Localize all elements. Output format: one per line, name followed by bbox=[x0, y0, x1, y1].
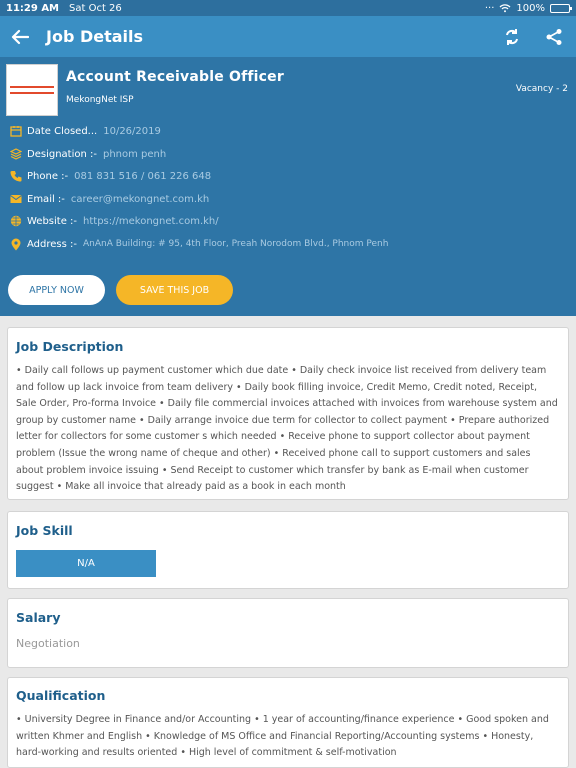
salary-value: Negotiation bbox=[16, 637, 80, 650]
company-logo bbox=[6, 64, 58, 116]
layers-icon bbox=[10, 148, 22, 160]
vacancy-count: Vacancy - 2 bbox=[515, 84, 568, 94]
page-title: Job Details bbox=[46, 27, 144, 46]
phone-row bbox=[10, 170, 211, 182]
job-header bbox=[0, 57, 576, 316]
arrow-left-icon bbox=[11, 29, 29, 45]
map-pin-icon bbox=[11, 238, 21, 251]
share-icon bbox=[545, 28, 563, 46]
address-row bbox=[10, 238, 388, 250]
designation-label: Designation :- bbox=[27, 148, 97, 160]
back-button[interactable] bbox=[10, 27, 30, 47]
battery-percent: 100% bbox=[516, 2, 545, 14]
sync-icon bbox=[503, 28, 521, 46]
job-description-card bbox=[7, 327, 569, 500]
email-label: Email :- bbox=[27, 193, 65, 205]
sync-button[interactable] bbox=[502, 27, 522, 47]
status-time: 11:29 AM bbox=[6, 2, 60, 14]
job-title: Account Receivable Officer bbox=[66, 69, 284, 85]
job-skill-card bbox=[7, 511, 569, 589]
website-row bbox=[10, 215, 219, 227]
website-value[interactable]: https://mekongnet.com.kh/ bbox=[83, 215, 219, 227]
phone-value[interactable]: 081 831 516 / 061 226 648 bbox=[74, 170, 212, 182]
job-description-title: Job Description bbox=[16, 339, 124, 354]
company-logo-mark bbox=[10, 86, 54, 94]
phone-icon bbox=[10, 170, 22, 182]
job-skill-chip: N/A bbox=[16, 550, 156, 577]
battery-icon bbox=[550, 4, 570, 13]
phone-label: Phone :- bbox=[27, 170, 69, 182]
signal-dots-icon: ··· bbox=[484, 2, 495, 14]
apply-now-button[interactable]: APPLY NOW bbox=[8, 275, 105, 305]
qualification-text: • University Degree in Finance and/or Accounting • 1 year of accounting/finance experience • Good spoken and written Khmer and English • Knowledge of MS Office and Financial Reporting/Accounting systems • Honesty, hard-working and results oriented • High level of commitment & self-motivation bbox=[16, 714, 549, 759]
address-label: Address :- bbox=[27, 238, 77, 250]
save-job-button[interactable]: SAVE THIS JOB bbox=[116, 275, 233, 305]
status-bar bbox=[0, 0, 576, 16]
designation-value: phnom penh bbox=[102, 148, 167, 160]
salary-card bbox=[7, 598, 569, 668]
app-bar bbox=[0, 16, 576, 57]
date-closed-value: 10/26/2019 bbox=[103, 125, 161, 137]
designation-row bbox=[10, 148, 166, 160]
job-skill-title: Job Skill bbox=[16, 523, 73, 538]
qualification-card bbox=[7, 677, 569, 768]
address-value: AnAnA Building: # 95, 4th Floor, Preah Norodom Blvd., Phnom Penh bbox=[82, 239, 389, 249]
share-button[interactable] bbox=[544, 27, 564, 47]
calendar-icon bbox=[10, 125, 22, 137]
email-row bbox=[10, 193, 209, 205]
date-closed-row bbox=[10, 125, 161, 137]
qualification-title: Qualification bbox=[16, 688, 106, 703]
wifi-icon bbox=[499, 3, 511, 13]
email-value[interactable]: career@mekongnet.com.kh bbox=[70, 193, 210, 205]
website-label: Website :- bbox=[27, 215, 78, 227]
salary-title: Salary bbox=[16, 610, 61, 625]
globe-icon bbox=[10, 215, 22, 227]
date-closed-label: Date Closed... bbox=[27, 125, 98, 137]
job-description-text: • Daily call follows up payment customer which due date • Daily check invoice list received from delivery team and follow up lack invoice from team delivery • Daily book filling invoice, Credit Memo, Credit noted, Receipt, Sale Order, Pro-forma Invoice • Daily file commercial invoices attached with invoices from warehouse system and group by customer name • Daily arrange invoice due term for collector to collect payment • Prepare authorized letter for collectors for some customer s which needed • Receive phone to support collector about payment problem (Issue the wrong name of cheque and other) • Received phone call to support customers and sales about problem invoice issuing • Send Receipt to customer which transfer by bank as E-mail when customer suggest • Make all invoice that already paid as a book in each month bbox=[16, 365, 558, 493]
envelope-icon bbox=[10, 194, 22, 204]
company-name: MekongNet ISP bbox=[66, 95, 134, 105]
status-date: Sat Oct 26 bbox=[69, 2, 122, 14]
